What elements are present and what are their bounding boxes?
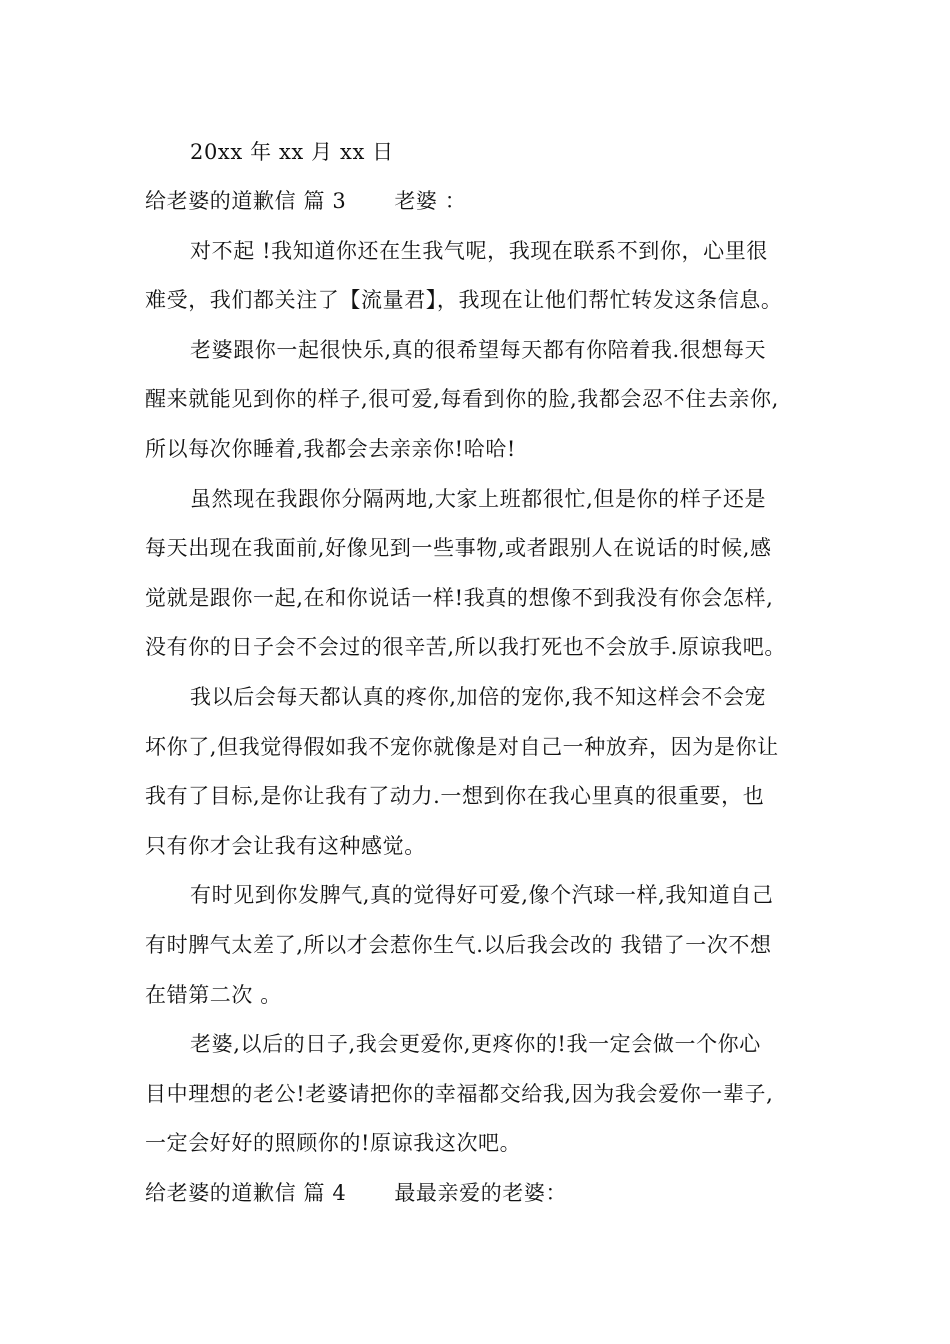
paragraph-line: 我有了目标,是你让我有了动力.一想到你在我心里真的很重要，也 bbox=[145, 784, 765, 808]
date-line: 20xx 年 xx 月 xx 日 bbox=[190, 140, 394, 164]
paragraph-line: 没有你的日子会不会过的很辛苦,所以我打死也不会放手.原谅我吧。 bbox=[145, 635, 786, 659]
letter4-heading-title: 给老婆的道歉信 篇 4 bbox=[145, 1181, 347, 1205]
paragraph-line: 觉就是跟你一起,在和你说话一样!我真的想像不到我没有你会怎样, bbox=[145, 586, 774, 610]
letter4-heading bbox=[145, 1178, 815, 1208]
letter3-heading bbox=[145, 186, 815, 216]
paragraph-line: 老婆,以后的日子,我会更爱你,更疼你的!我一定会做一个你心 bbox=[190, 1032, 761, 1056]
letter3-heading-title: 给老婆的道歉信 篇 3 bbox=[145, 189, 347, 213]
paragraph-line: 在错第二次 。 bbox=[145, 983, 282, 1007]
paragraph-line: 我以后会每天都认真的疼你,加倍的宠你,我不知这样会不会宠 bbox=[190, 685, 767, 709]
paragraph-line: 坏你了,但我觉得假如我不宠你就像是对自己一种放弃，因为是你让 bbox=[145, 735, 779, 759]
paragraph-line: 目中理想的老公!老婆请把你的幸福都交给我,因为我会爱你一辈子, bbox=[145, 1082, 774, 1106]
paragraph-line: 所以每次你睡着,我都会去亲亲你!哈哈! bbox=[145, 437, 516, 461]
letter4-salutation: 最最亲爱的老婆： bbox=[394, 1181, 568, 1205]
paragraph-line: 有时脾气太差了,所以才会惹你生气.以后我会改的 我错了一次不想 bbox=[145, 933, 772, 957]
paragraph-line: 虽然现在我跟你分隔两地,大家上班都很忙,但是你的样子还是 bbox=[190, 487, 767, 511]
paragraph-line: 有时见到你发脾气,真的觉得好可爱,像个汽球一样,我知道自己 bbox=[190, 883, 774, 907]
paragraph-line: 一定会好好的照顾你的!原谅我这次吧。 bbox=[145, 1131, 522, 1155]
paragraph-line: 每天出现在我面前,好像见到一些事物,或者跟别人在说话的时候,感 bbox=[145, 536, 772, 560]
paragraph-line: 老婆跟你一起很快乐,真的很希望每天都有你陪着我.很想每天 bbox=[190, 338, 767, 362]
paragraph-line: 难受，我们都关注了【流量君】，我现在让他们帮忙转发这条信息。 bbox=[145, 288, 783, 312]
paragraph-line: 醒来就能见到你的样子,很可爱,每看到你的脸,我都会忍不住去亲你, bbox=[145, 387, 779, 411]
letter3-salutation: 老婆 ： bbox=[394, 189, 467, 213]
paragraph-line: 只有你才会让我有这种感觉。 bbox=[145, 834, 426, 858]
paragraph-line: 对不起 !我知道你还在生我气呢，我现在联系不到你，心里很 bbox=[190, 239, 768, 263]
